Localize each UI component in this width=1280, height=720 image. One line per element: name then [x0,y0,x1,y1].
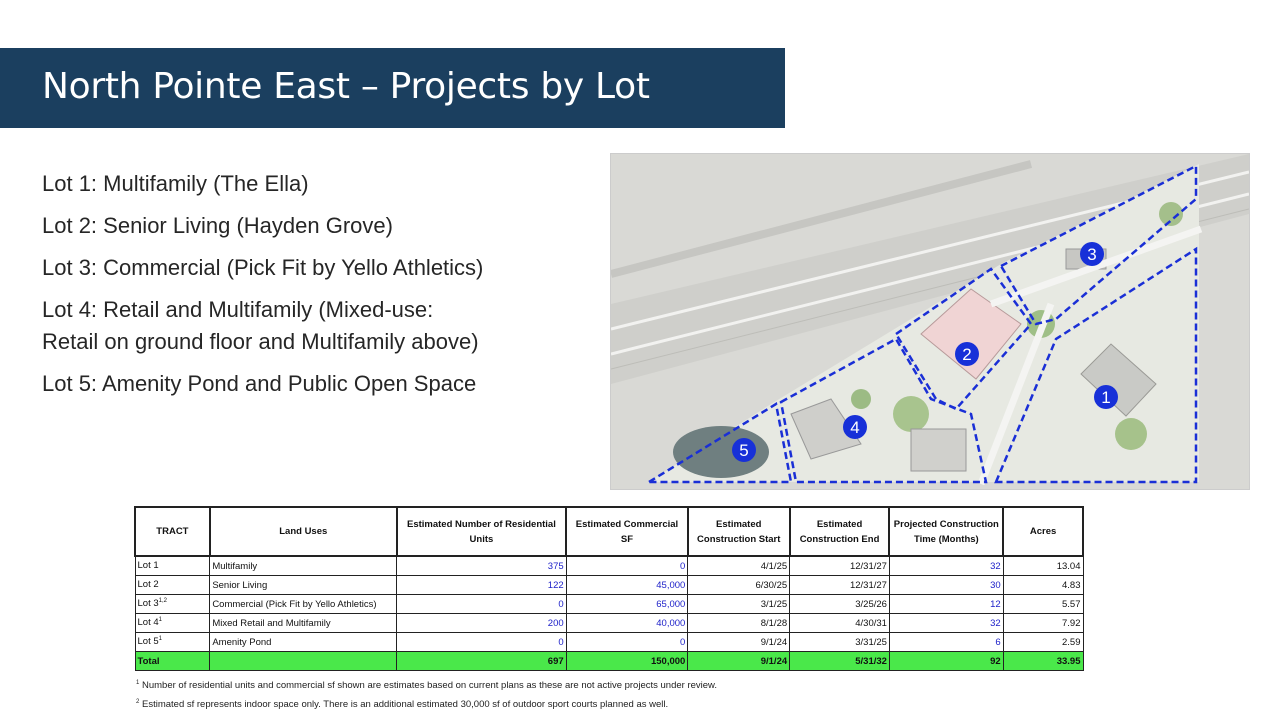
lot-item-5: Lot 5: Amenity Pond and Public Open Space [42,371,477,396]
page-title: North Pointe East – Projects by Lot [42,66,650,107]
header-months: Projected Construction Time (Months) [889,507,1003,556]
lot-item-4: Lot 4: Retail and Multifamily (Mixed-use: Retail on ground floor and Multifamily above) [42,297,479,354]
cell-tract: Lot 1 [135,556,210,576]
cell-end: 4/30/31 [790,614,890,633]
cell-units: 375 [397,556,566,576]
header-land-uses: Land Uses [210,507,397,556]
cell-sf: 40,000 [566,614,688,633]
cell-units: 0 [397,633,566,652]
cell-use: Mixed Retail and Multifamily [210,614,397,633]
header-start: Estimated Construction Start [688,507,790,556]
table-row [135,556,1083,576]
cell-months: 30 [889,576,1003,595]
cell-tract: Lot 3$^{1,2}$ [135,595,210,614]
cell-sf: 0 [566,633,688,652]
table-row [135,576,1083,595]
cell-units: 122 [397,576,566,595]
total-use [210,652,397,671]
site-plan-drawing [611,154,1249,489]
cell-acres: 7.92 [1003,614,1083,633]
lot-list [42,168,492,410]
projects-table [134,506,1084,671]
cell-tract: Lot $5^1$ [135,633,210,652]
table-total-row [135,652,1083,671]
header-tract: TRACT [135,507,210,556]
cell-acres: 13.04 [1003,556,1083,576]
table-row [135,633,1083,652]
total-label: Total [135,652,210,671]
header-commercial-sf: Estimated Commercial SF [566,507,688,556]
total-start: 9/1/24 [688,652,790,671]
cell-end: 3/31/25 [790,633,890,652]
cell-use: Commercial (Pick Fit by Yello Athletics) [210,595,397,614]
marker-1: 1 [1101,388,1111,407]
table-row [135,595,1083,614]
cell-sf: 65,000 [566,595,688,614]
cell-months: 6 [889,633,1003,652]
cell-acres: 4.83 [1003,576,1083,595]
total-months: 92 [889,652,1003,671]
total-acres: 33.95 [1003,652,1083,671]
cell-sf: 0 [566,556,688,576]
cell-start: 9/1/24 [688,633,790,652]
lot-item-2: Lot 2: Senior Living (Hayden Grove) [42,213,393,238]
header-units: Estimated Number of Residential Units [397,507,566,556]
cell-months: 32 [889,556,1003,576]
lot-item-1: Lot 1: Multifamily (The Ella) [42,171,309,196]
lot-item-3: Lot 3: Commercial (Pick Fit by Yello Athletics) [42,255,484,280]
cell-tract: Lot $4^1$ [135,614,210,633]
cell-use: Multifamily [210,556,397,576]
cell-months: 32 [889,614,1003,633]
cell-units: 200 [397,614,566,633]
cell-end: 12/31/27 [790,556,890,576]
cell-tract: Lot 2 [135,576,210,595]
cell-months: 12 [889,595,1003,614]
table-row [135,614,1083,633]
cell-end: 3/25/26 [790,595,890,614]
cell-use: Senior Living [210,576,397,595]
cell-end: 12/31/27 [790,576,890,595]
footnote-2: $^2$ Estimated sf represents indoor space only. There is an additional estimated 30,000 sf of outdoor sport courts planned as well. [136,699,669,711]
footnote-1: $^1$ Number of residential units and commercial sf shown are estimates based on current plans as these are not active projects under review. [136,680,718,692]
table-header-row [135,507,1083,556]
marker-2: 2 [962,345,972,364]
total-units: 697 [397,652,566,671]
cell-start: 4/1/25 [688,556,790,576]
total-sf: 150,000 [566,652,688,671]
total-end: 5/31/32 [790,652,890,671]
cell-sf: 45,000 [566,576,688,595]
marker-3: 3 [1087,245,1097,264]
header-end: Estimated Construction End [790,507,890,556]
cell-use: Amenity Pond [210,633,397,652]
marker-4: 4 [850,418,860,437]
cell-acres: 2.59 [1003,633,1083,652]
site-plan-map [610,153,1250,490]
marker-5: 5 [739,441,749,460]
cell-acres: 5.57 [1003,595,1083,614]
cell-start: 8/1/28 [688,614,790,633]
title-bar [0,48,785,128]
cell-units: 0 [397,595,566,614]
cell-start: 6/30/25 [688,576,790,595]
cell-start: 3/1/25 [688,595,790,614]
header-acres: Acres [1003,507,1083,556]
